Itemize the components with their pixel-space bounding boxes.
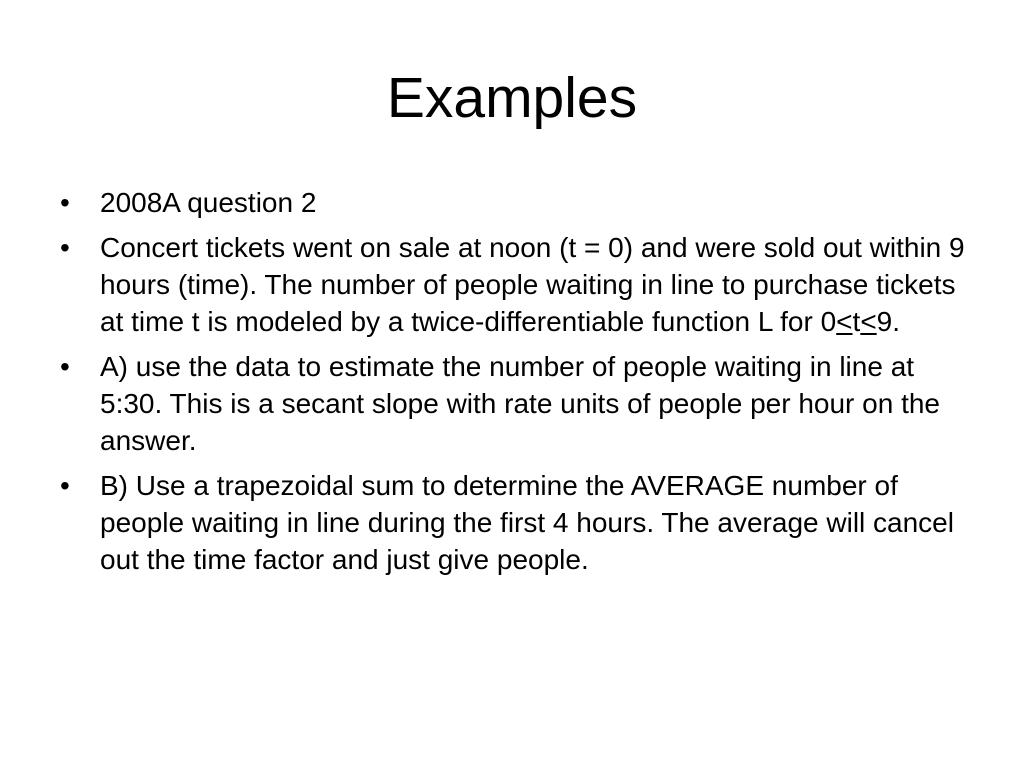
leq-symbol: <	[836, 306, 853, 337]
bound-end: 9.	[876, 306, 901, 337]
bullet-text: 2008A question 2	[100, 187, 317, 218]
bullet-text: Concert tickets went on sale at noon (t = 0) and were sold out within 9 hours (time). The number of people waiting in line to purchase tickets at time t is modeled by a twice-differentiable function L for 0	[100, 232, 965, 337]
bullet-list	[56, 184, 966, 586]
bullet-dot-icon: •	[60, 470, 70, 501]
bullet-dot-icon: •	[60, 187, 70, 218]
bullet-item	[56, 184, 966, 221]
slide-title: Examples	[386, 66, 638, 130]
bullet-item	[56, 467, 966, 578]
leq-symbol: <	[860, 306, 877, 337]
variable-t: t	[852, 306, 861, 337]
bullet-item	[56, 348, 966, 459]
bullet-dot-icon: •	[60, 351, 70, 382]
bullet-dot-icon: •	[60, 232, 70, 263]
bullet-text: B) Use a trapezoidal sum to determine the AVERAGE number of people waiting in line during the first 4 hours. The average will cancel out the time factor and just give people.	[100, 470, 954, 575]
bullet-text: A) use the data to estimate the number of people waiting in line at 5:30. This is a secant slope with rate units of people per hour on the answer.	[100, 351, 940, 456]
bullet-item	[56, 229, 966, 340]
